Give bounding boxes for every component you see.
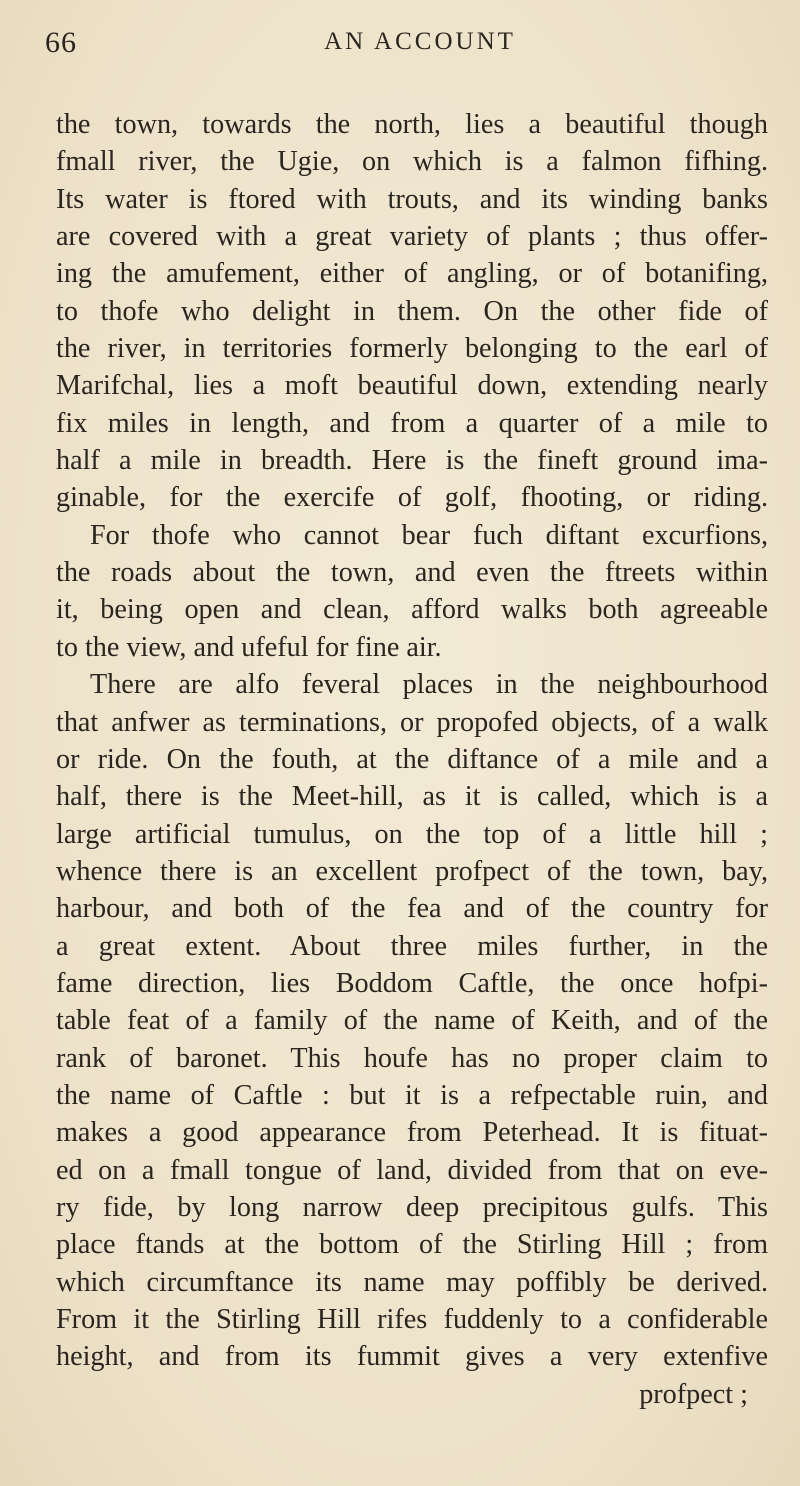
text-line: fix miles in length, and from a quarter of a mile to [56,407,768,439]
text-line: which circumftance its name may poffibly be derived. [56,1266,768,1298]
text-line: to the view, and ufeful for fine air. [56,631,442,663]
text-line: or ride. On the fouth, at the diftance of a mile and a [56,743,768,775]
text-line: the river, in territories formerly belonging to the earl of [56,333,768,365]
text-line: ing the amufement, either of angling, or of botanifing, [56,258,768,290]
text-line: the town, towards the north, lies a beautiful though [56,109,768,140]
text-line: makes a good appearance from Peterhead. It is fituat- [56,1117,768,1149]
text-line: height, and from its fummit gives a very extenfive [56,1341,768,1373]
text-line: half a mile in breadth. Here is the fineft ground ima- [56,445,768,477]
page-header [0,18,800,68]
text-line: whence there is an excellent profpect of the town, bay, [56,855,768,887]
text-line: are covered with a great variety of plants ; thus offer- [56,221,768,253]
text-line: harbour, and both of the fea and of the country for [56,893,768,925]
catchword: profpect ; [639,1378,748,1410]
text-line: fame direction, lies Boddom Caftle, the once hofpi- [56,967,768,999]
text-line: There are alfo feveral places in the neighbourhood [90,669,768,701]
body-text [56,106,768,1413]
text-line: table feat of a family of the name of Keith, and of the [56,1005,768,1037]
text-line: to thofe who delight in them. On the other fide of [56,295,768,327]
text-line: For thofe who cannot bear fuch diftant excurfions, [90,519,768,551]
text-line: large artificial tumulus, on the top of a little hill ; [56,818,768,850]
text-line: From it the Stirling Hill rifes fuddenly to a confiderable [56,1304,768,1335]
text-line: half, there is the Meet-hill, as it is called, which is a [56,781,768,813]
text-line: Marifchal, lies a moft beautiful down, extending nearly [56,370,768,402]
text-line: ginable, for the exercife of golf, fhooting, or riding. [56,482,768,514]
text-line: fmall river, the Ugie, on which is a falmon fifhing. [56,146,768,178]
text-line: the roads about the town, and even the ftreets within [56,557,768,589]
text-line: rank of baronet. This houfe has no proper claim to [56,1042,768,1074]
text-line: it, being open and clean, afford walks both agreeable [56,594,768,626]
text-line: ry fide, by long narrow deep precipitous gulfs. This [56,1191,768,1223]
text-line: a great extent. About three miles further, in the [56,930,768,962]
text-line: Its water is ftored with trouts, and its winding banks [56,183,768,215]
text-line: ed on a fmall tongue of land, divided from that on eve- [56,1154,768,1186]
text-line: place ftands at the bottom of the Stirling Hill ; from [56,1229,768,1261]
text-line: that anfwer as terminations, or propofed objects, of a walk [56,706,768,738]
running-head: AN ACCOUNT [324,28,516,55]
page-number: 66 [45,26,77,59]
text-line: the name of Caftle : but it is a refpectable ruin, and [56,1079,768,1111]
